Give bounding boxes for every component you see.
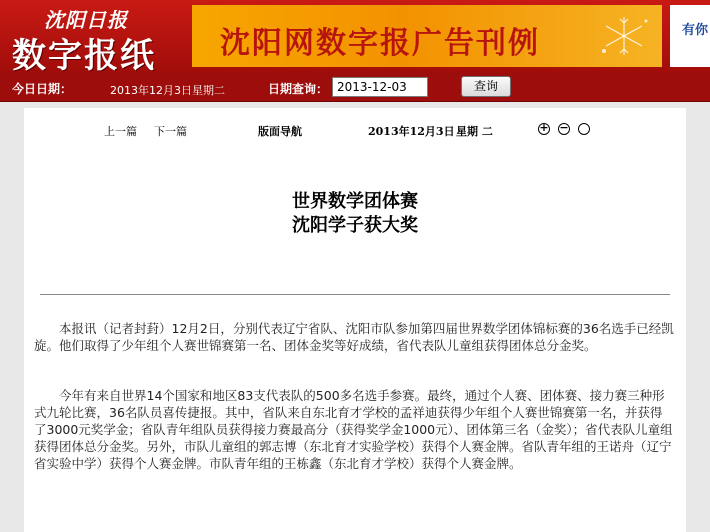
zoom-in-icon[interactable]: +: [539, 121, 549, 134]
logo-newspaper-name: 沈阳日报: [44, 8, 128, 32]
zoom-out-icon[interactable]: −: [559, 121, 569, 134]
next-article-link[interactable]: 下一篇: [154, 125, 187, 138]
article-paragraph: 本报讯（记者封葑）12月2日，分别代表辽宁省队、沈阳市队参加第四届世界数学团体锦标赛的36名选手已经凯旋。他们取得了少年组个人赛世锦赛第一名、团体金奖等好成绩，省代表队儿童组获得团体总分金奖。: [34, 321, 674, 353]
article-paragraph: 今年有来自世界14个国家和地区83支代表队的500多名选手参赛。最终，通过个人赛、团体赛、接力赛三种形式九轮比赛，36名队员喜传捷报。其中，省队来自东北育才学校的孟祥迪获得少年组个人赛世锦赛第一名，并获得了3000元奖学金；省队青年组队员获得接力赛最高分（获得奖学金1000元）、团体第三名（金奖）；省代表队儿童组获得团体总分金奖。另外，市队儿童组的郭志博（东北育才实验学校）获得个人赛金牌。省队青年组的王诺舟（辽宁省实验中学）获得个人赛金牌。市队青年组的王栋鑫（东北育才学校）获得个人赛金牌。: [34, 388, 673, 471]
article-title-line2: 沈阳学子获大奖: [292, 215, 418, 236]
article-title-line1: 世界数学团体赛: [292, 191, 418, 212]
date-bar: [0, 72, 710, 102]
title-divider: [40, 294, 670, 295]
today-date: 2013年12月3日星期二: [110, 84, 225, 97]
side-ad[interactable]: [670, 5, 710, 67]
query-button[interactable]: 查询: [461, 76, 511, 97]
page-nav-link[interactable]: 版面导航: [258, 125, 302, 138]
article-title: [24, 190, 686, 238]
issue-date: 2013年12月3日: [368, 125, 455, 138]
logo-digital-paper: 数字报纸: [12, 36, 156, 72]
zoom-reset-icon[interactable]: [578, 123, 590, 135]
ad-banner[interactable]: [192, 5, 662, 67]
side-ad-text: 有你: [682, 23, 709, 38]
article-nav: [24, 120, 686, 138]
date-query-input[interactable]: 2013-12-03: [332, 77, 428, 97]
date-query-label: 日期查询：: [268, 82, 329, 96]
article-panel: [24, 108, 686, 532]
issue-weekday: 星期 二: [456, 125, 493, 138]
site-header: [0, 0, 710, 72]
today-label: 今日日期：: [12, 82, 73, 96]
ad-banner-text: 沈阳网数字报广告刊例: [220, 26, 540, 61]
site-logo[interactable]: [0, 0, 190, 72]
prev-article-link[interactable]: 上一篇: [104, 125, 137, 138]
snowflake-decoration-icon: [594, 13, 654, 59]
